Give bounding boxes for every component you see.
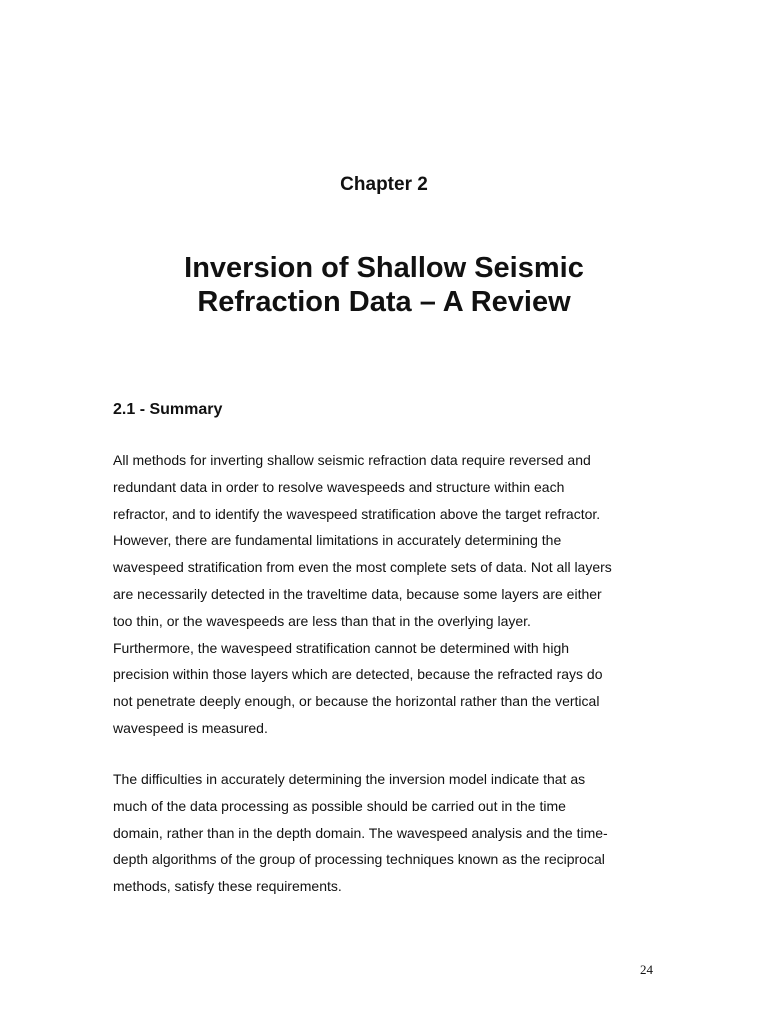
paragraph-line: depth algorithms of the group of processing techniques known as the reciprocal [113, 851, 605, 868]
paragraph-line: However, there are fundamental limitations in accurately determining the [113, 532, 562, 549]
section-heading: 2.1 - Summary [113, 401, 223, 418]
paragraph-line: methods, satisfy these requirements. [113, 878, 342, 895]
paragraph-difficulties [113, 766, 673, 900]
paragraph-line: Furthermore, the wavespeed stratification cannot be determined with high [113, 639, 570, 656]
chapter-title-line: Inversion of Shallow Seismic [184, 252, 584, 284]
paragraph-line: refractor, and to identify the wavespeed stratification above the target refractor. [113, 505, 601, 522]
paragraph-line: are necessarily detected in the traveltime data, because some layers are either [113, 585, 602, 602]
paragraph-line: wavespeed stratification from even the most complete sets of data. Not all layers [113, 559, 612, 576]
paragraph-line: domain, rather than in the depth domain. The wavespeed analysis and the time- [113, 824, 608, 841]
paragraph-line: All methods for inverting shallow seismic refraction data require reversed and [113, 452, 591, 468]
paragraph-line: The difficulties in accurately determining the inversion model indicate that as [113, 771, 586, 787]
paragraph-line: much of the data processing as possible should be carried out in the time [113, 797, 566, 814]
paragraph-line: precision within those layers which are detected, because the refracted rays do [113, 666, 603, 683]
chapter-title-line: Refraction Data – A Review [197, 286, 571, 318]
paragraph-line: not penetrate deeply enough, or because the horizontal rather than the vertical [113, 693, 600, 710]
chapter-label: Chapter 2 [340, 174, 428, 195]
page-number: 24 [640, 962, 653, 977]
paragraph-line: wavespeed is measured. [113, 719, 268, 736]
chapter-title [0, 251, 768, 319]
paragraph-line: too thin, or the wavespeeds are less than that in the overlying layer. [113, 612, 531, 629]
paragraph-line: redundant data in order to resolve wavespeeds and structure within each [113, 478, 565, 495]
paragraph-summary [113, 447, 673, 742]
